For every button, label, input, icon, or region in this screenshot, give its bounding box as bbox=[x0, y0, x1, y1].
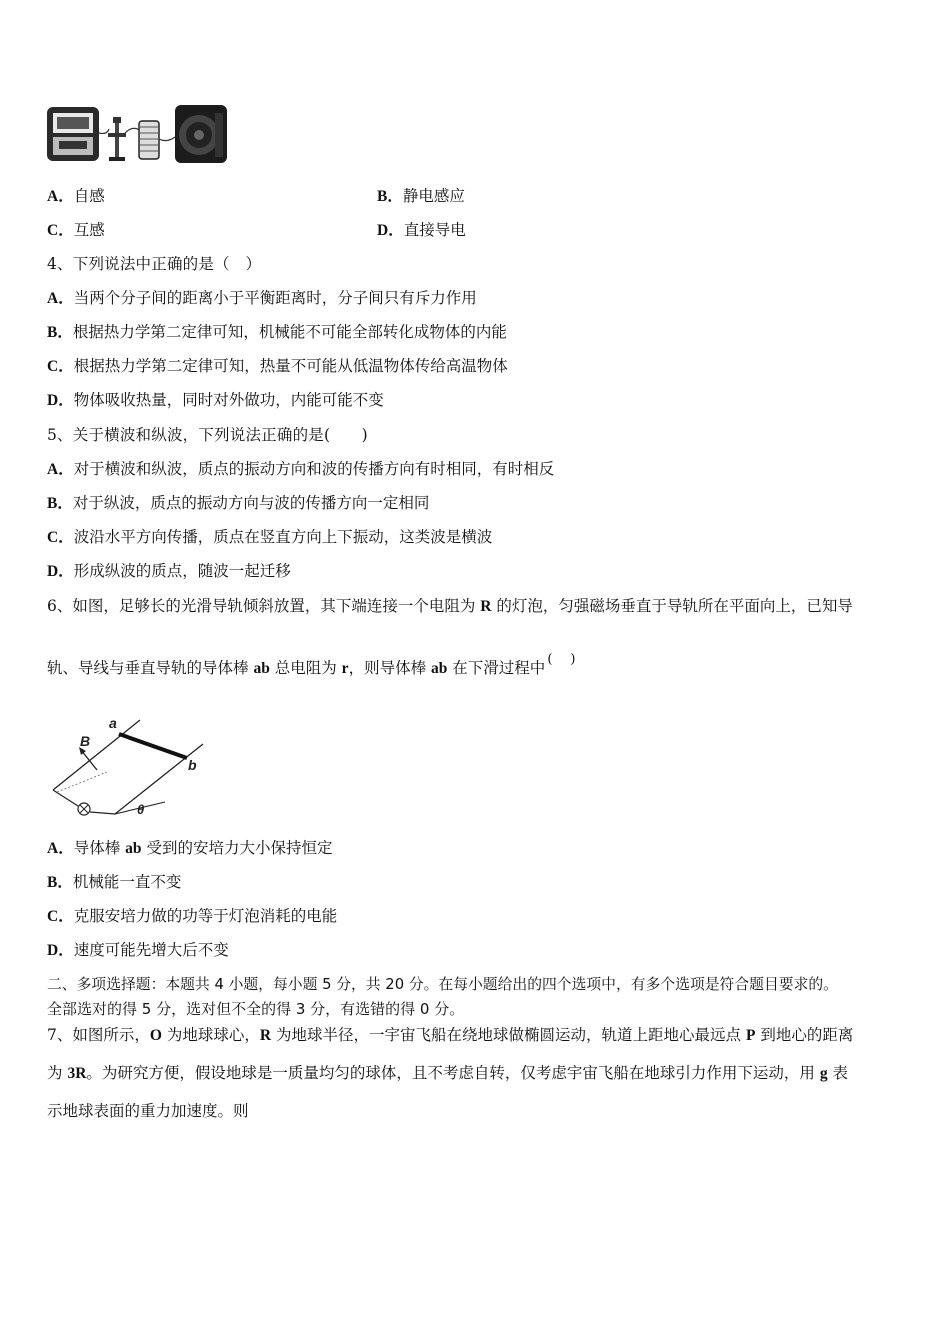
conductor-bar-ab bbox=[119, 734, 187, 758]
q5-option-a[interactable]: A．对于横波和纵波，质点的振动方向和波的传播方向有时相同，有时相反 bbox=[47, 460, 555, 478]
q7-stem-line2: 为 3R。为研究方便，假设地球是一质量均匀的球体，且不考虑自转，仅考虑宇宙飞船在地球引力作用下运动，用 g 表 bbox=[47, 1064, 849, 1082]
q4-option-a[interactable]: A．当两个分子间的距离小于平衡距离时，分子间只有斥力作用 bbox=[47, 289, 477, 307]
q6-option-c[interactable]: C．克服安培力做的功等于灯泡消耗的电能 bbox=[47, 907, 338, 925]
instrument-figure bbox=[45, 103, 230, 165]
q3-option-d[interactable]: D．直接导电 bbox=[377, 221, 466, 239]
q6-stem-line2: 轨、导线与垂直导轨的导体棒 ab 总电阻为 r，则导体棒 ab 在下滑过程中 () bbox=[47, 652, 594, 677]
q5-stem: 5、关于横波和纵波，下列说法正确的是( ) bbox=[47, 426, 368, 444]
q5-option-c[interactable]: C．波沿水平方向传播，质点在竖直方向上下振动，这类波是横波 bbox=[47, 528, 493, 546]
answer-paren: () bbox=[547, 652, 594, 667]
stand bbox=[108, 117, 126, 161]
label-b: b bbox=[188, 757, 197, 773]
q7-stem-line1: 7、如图所示，O 为地球球心，R 为地球半径，一宇宙飞船在绕地球做椭圆运动，轨道上距地心最远点 P 到地心的距离 bbox=[47, 1026, 854, 1044]
section2-heading-line2: 全部选对的得 5 分，选对但不全的得 3 分，有选错的得 0 分。 bbox=[47, 1000, 465, 1018]
upper-rail bbox=[53, 720, 140, 790]
q4-option-c[interactable]: C．根据热力学第二定律可知，热量不可能从低温物体传给高温物体 bbox=[47, 357, 508, 375]
q6-stem-line1: 6、如图，足够长的光滑导轨倾斜放置，其下端连接一个电阻为 R 的灯泡，匀强磁场垂直于导轨所在平面向上，已知导 bbox=[47, 597, 853, 615]
label-theta: θ bbox=[137, 802, 145, 817]
q3-option-row-2 bbox=[47, 220, 466, 241]
q3-option-c[interactable]: C．互感 bbox=[47, 221, 105, 239]
q6-option-d[interactable]: D．速度可能先增大后不变 bbox=[47, 941, 229, 959]
q7-stem-line3: 示地球表面的重力加速度。则 bbox=[47, 1102, 249, 1120]
q3-option-row-1 bbox=[47, 186, 465, 207]
q4-option-d[interactable]: D．物体吸收热量，同时对外做功，内能可能不变 bbox=[47, 391, 384, 409]
q5-option-b[interactable]: B．对于纵波，质点的振动方向与波的传播方向一定相同 bbox=[47, 494, 430, 512]
q4-stem: 4、下列说法中正确的是（ ） bbox=[47, 255, 262, 273]
q4-option-b[interactable]: B．根据热力学第二定律可知，机械能不可能全部转化成物体的内能 bbox=[47, 323, 507, 341]
q6-option-a[interactable]: A．导体棒 ab 受到的安培力大小保持恒定 bbox=[47, 839, 333, 857]
q3-option-b[interactable]: B．静电感应 bbox=[377, 187, 465, 205]
coil bbox=[139, 121, 159, 159]
section2-heading-line1: 二、多项选择题：本题共 4 小题，每小题 5 分，共 20 分。在每小题给出的四个选项中，有多个选项是符合题目要求的。 bbox=[47, 976, 838, 993]
speaker bbox=[175, 105, 227, 163]
label-a: a bbox=[109, 715, 117, 731]
q5-option-d[interactable]: D．形成纵波的质点，随波一起迁移 bbox=[47, 562, 291, 580]
label-B: B bbox=[80, 733, 91, 749]
rail-diagram bbox=[45, 712, 210, 824]
q6-option-b[interactable]: B．机械能一直不变 bbox=[47, 873, 182, 891]
q3-option-a[interactable]: A．自感 bbox=[47, 187, 105, 205]
